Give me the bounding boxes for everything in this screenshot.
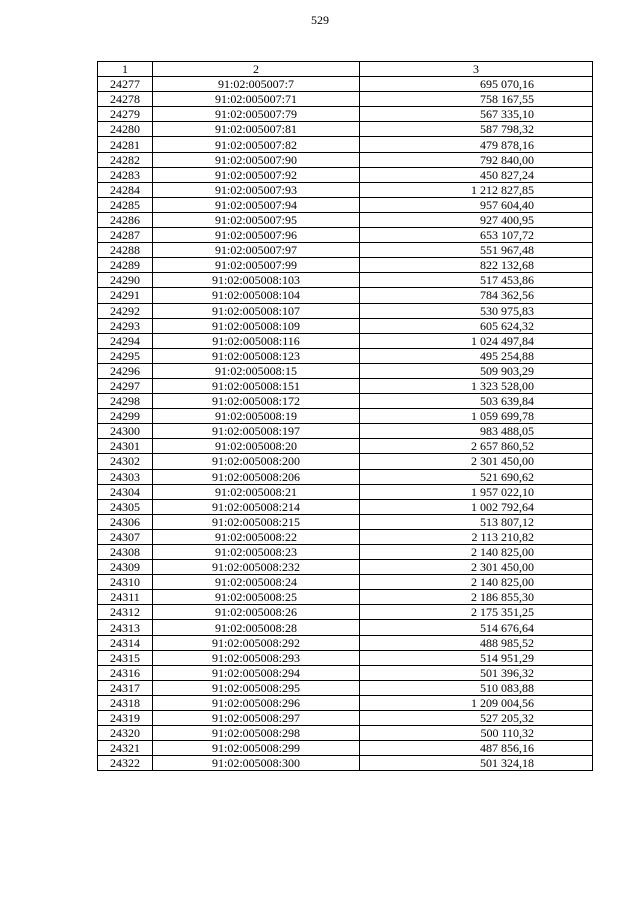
row-number-cell: 24307 <box>98 529 153 544</box>
value-cell: 514 676,64 <box>360 620 593 635</box>
value-cell: 521 690,62 <box>360 469 593 484</box>
cadastral-number-cell: 91:02:005007:94 <box>153 197 360 212</box>
cadastral-number-cell: 91:02:005007:96 <box>153 228 360 243</box>
table-row <box>98 711 593 726</box>
row-number-cell: 24282 <box>98 152 153 167</box>
row-number-cell: 24289 <box>98 258 153 273</box>
value-cell: 927 400,95 <box>360 212 593 227</box>
row-number-cell: 24290 <box>98 273 153 288</box>
value-cell: 2 140 825,00 <box>360 575 593 590</box>
row-number-cell: 24299 <box>98 409 153 424</box>
cadastral-number-cell: 91:02:005008:19 <box>153 409 360 424</box>
table-row <box>98 741 593 756</box>
cadastral-number-cell: 91:02:005008:20 <box>153 439 360 454</box>
cadastral-number-cell: 91:02:005008:296 <box>153 695 360 710</box>
table-row <box>98 228 593 243</box>
row-number-cell: 24310 <box>98 575 153 590</box>
value-cell: 527 205,32 <box>360 711 593 726</box>
cadastral-number-cell: 91:02:005008:116 <box>153 333 360 348</box>
value-cell: 957 604,40 <box>360 197 593 212</box>
value-cell: 758 167,55 <box>360 92 593 107</box>
table-row <box>98 605 593 620</box>
value-cell: 2 301 450,00 <box>360 560 593 575</box>
table-row <box>98 167 593 182</box>
cadastral-number-cell: 91:02:005008:107 <box>153 303 360 318</box>
value-cell: 2 175 351,25 <box>360 605 593 620</box>
table-row <box>98 77 593 92</box>
row-number-cell: 24293 <box>98 318 153 333</box>
value-cell: 1 209 004,56 <box>360 695 593 710</box>
table-row <box>98 756 593 771</box>
row-number-cell: 24301 <box>98 439 153 454</box>
cadastral-number-cell: 91:02:005007:92 <box>153 167 360 182</box>
table-row <box>98 499 593 514</box>
value-cell: 501 396,32 <box>360 665 593 680</box>
table-row <box>98 212 593 227</box>
table-row <box>98 726 593 741</box>
row-number-cell: 24306 <box>98 514 153 529</box>
value-cell: 450 827,24 <box>360 167 593 182</box>
row-number-cell: 24318 <box>98 695 153 710</box>
row-number-cell: 24281 <box>98 137 153 152</box>
value-cell: 517 453,86 <box>360 273 593 288</box>
row-number-cell: 24287 <box>98 228 153 243</box>
value-cell: 530 975,83 <box>360 303 593 318</box>
column-header-cadastral-number: 2 <box>153 62 360 77</box>
table-row <box>98 680 593 695</box>
cadastral-number-cell: 91:02:005008:293 <box>153 650 360 665</box>
row-number-cell: 24313 <box>98 620 153 635</box>
row-number-cell: 24319 <box>98 711 153 726</box>
cadastral-number-cell: 91:02:005008:294 <box>153 665 360 680</box>
row-number-cell: 24294 <box>98 333 153 348</box>
cadastral-number-cell: 91:02:005007:81 <box>153 122 360 137</box>
cadastral-number-cell: 91:02:005007:79 <box>153 107 360 122</box>
cadastral-number-cell: 91:02:005008:298 <box>153 726 360 741</box>
table-row <box>98 107 593 122</box>
cadastral-number-cell: 91:02:005008:215 <box>153 514 360 529</box>
value-cell: 822 132,68 <box>360 258 593 273</box>
table-row <box>98 514 593 529</box>
cadastral-number-cell: 91:02:005007:93 <box>153 182 360 197</box>
table-row <box>98 243 593 258</box>
table-row <box>98 575 593 590</box>
row-number-cell: 24308 <box>98 545 153 560</box>
cadastral-number-cell: 91:02:005008:292 <box>153 635 360 650</box>
table-row <box>98 137 593 152</box>
value-cell: 510 083,88 <box>360 680 593 695</box>
value-cell: 514 951,29 <box>360 650 593 665</box>
row-number-cell: 24321 <box>98 741 153 756</box>
cadastral-number-cell: 91:02:005007:7 <box>153 77 360 92</box>
value-cell: 567 335,10 <box>360 107 593 122</box>
row-number-cell: 24312 <box>98 605 153 620</box>
cadastral-number-cell: 91:02:005008:214 <box>153 499 360 514</box>
value-cell: 605 624,32 <box>360 318 593 333</box>
row-number-cell: 24322 <box>98 756 153 771</box>
table-row <box>98 484 593 499</box>
row-number-cell: 24305 <box>98 499 153 514</box>
row-number-cell: 24283 <box>98 167 153 182</box>
cadastral-number-cell: 91:02:005007:99 <box>153 258 360 273</box>
cadastral-number-cell: 91:02:005008:104 <box>153 288 360 303</box>
table-row <box>98 695 593 710</box>
cadastral-number-cell: 91:02:005008:15 <box>153 363 360 378</box>
value-cell: 983 488,05 <box>360 424 593 439</box>
table-body <box>98 77 593 771</box>
row-number-cell: 24311 <box>98 590 153 605</box>
table-header-row <box>98 62 593 77</box>
cadastral-number-cell: 91:02:005007:95 <box>153 212 360 227</box>
table-row <box>98 454 593 469</box>
table-row <box>98 197 593 212</box>
cadastral-number-cell: 91:02:005008:21 <box>153 484 360 499</box>
value-cell: 487 856,16 <box>360 741 593 756</box>
value-cell: 500 110,32 <box>360 726 593 741</box>
table-row <box>98 318 593 333</box>
value-cell: 479 878,16 <box>360 137 593 152</box>
cadastral-number-cell: 91:02:005008:297 <box>153 711 360 726</box>
cadastral-number-cell: 91:02:005007:82 <box>153 137 360 152</box>
table-row <box>98 665 593 680</box>
row-number-cell: 24280 <box>98 122 153 137</box>
row-number-cell: 24298 <box>98 394 153 409</box>
value-cell: 488 985,52 <box>360 635 593 650</box>
value-cell: 495 254,88 <box>360 348 593 363</box>
value-cell: 653 107,72 <box>360 228 593 243</box>
cadastral-number-cell: 91:02:005008:295 <box>153 680 360 695</box>
cadastral-number-cell: 91:02:005008:109 <box>153 318 360 333</box>
table-row <box>98 258 593 273</box>
table-row <box>98 363 593 378</box>
value-cell: 1 957 022,10 <box>360 484 593 499</box>
value-cell: 503 639,84 <box>360 394 593 409</box>
cadastral-number-cell: 91:02:005008:300 <box>153 756 360 771</box>
row-number-cell: 24315 <box>98 650 153 665</box>
cadastral-number-cell: 91:02:005008:103 <box>153 273 360 288</box>
column-header-number: 1 <box>98 62 153 77</box>
cadastral-number-cell: 91:02:005008:206 <box>153 469 360 484</box>
table-row <box>98 182 593 197</box>
value-cell: 1 024 497,84 <box>360 333 593 348</box>
value-cell: 2 301 450,00 <box>360 454 593 469</box>
cadastral-number-cell: 91:02:005008:23 <box>153 545 360 560</box>
row-number-cell: 24284 <box>98 182 153 197</box>
row-number-cell: 24300 <box>98 424 153 439</box>
value-cell: 695 070,16 <box>360 77 593 92</box>
row-number-cell: 24297 <box>98 378 153 393</box>
row-number-cell: 24279 <box>98 107 153 122</box>
row-number-cell: 24303 <box>98 469 153 484</box>
cadastral-number-cell: 91:02:005008:26 <box>153 605 360 620</box>
row-number-cell: 24320 <box>98 726 153 741</box>
page-number: 529 <box>311 13 329 27</box>
row-number-cell: 24302 <box>98 454 153 469</box>
value-cell: 2 113 210,82 <box>360 529 593 544</box>
cadastral-number-cell: 91:02:005008:197 <box>153 424 360 439</box>
cadastral-number-cell: 91:02:005008:151 <box>153 378 360 393</box>
row-number-cell: 24286 <box>98 212 153 227</box>
table-row <box>98 348 593 363</box>
row-number-cell: 24291 <box>98 288 153 303</box>
value-cell: 1 323 528,00 <box>360 378 593 393</box>
registry-table <box>97 61 593 771</box>
row-number-cell: 24288 <box>98 243 153 258</box>
cadastral-number-cell: 91:02:005008:299 <box>153 741 360 756</box>
table-row <box>98 424 593 439</box>
value-cell: 501 324,18 <box>360 756 593 771</box>
table-row <box>98 635 593 650</box>
cadastral-number-cell: 91:02:005008:28 <box>153 620 360 635</box>
row-number-cell: 24277 <box>98 77 153 92</box>
cadastral-number-cell: 91:02:005008:172 <box>153 394 360 409</box>
table-row <box>98 152 593 167</box>
table-row <box>98 303 593 318</box>
cadastral-number-cell: 91:02:005007:71 <box>153 92 360 107</box>
table-row <box>98 620 593 635</box>
table-row <box>98 409 593 424</box>
cadastral-number-cell: 91:02:005008:123 <box>153 348 360 363</box>
table-row <box>98 590 593 605</box>
row-number-cell: 24292 <box>98 303 153 318</box>
table-row <box>98 650 593 665</box>
row-number-cell: 24304 <box>98 484 153 499</box>
cadastral-number-cell: 91:02:005007:97 <box>153 243 360 258</box>
row-number-cell: 24278 <box>98 92 153 107</box>
value-cell: 513 807,12 <box>360 514 593 529</box>
cadastral-number-cell: 91:02:005008:24 <box>153 575 360 590</box>
value-cell: 1 212 827,85 <box>360 182 593 197</box>
value-cell: 587 798,32 <box>360 122 593 137</box>
value-cell: 784 362,56 <box>360 288 593 303</box>
row-number-cell: 24295 <box>98 348 153 363</box>
row-number-cell: 24296 <box>98 363 153 378</box>
value-cell: 2 140 825,00 <box>360 545 593 560</box>
table-row <box>98 333 593 348</box>
table-row <box>98 378 593 393</box>
row-number-cell: 24317 <box>98 680 153 695</box>
row-number-cell: 24285 <box>98 197 153 212</box>
table-row <box>98 122 593 137</box>
value-cell: 2 186 855,30 <box>360 590 593 605</box>
table-row <box>98 560 593 575</box>
table-row <box>98 394 593 409</box>
table-row <box>98 439 593 454</box>
value-cell: 2 657 860,52 <box>360 439 593 454</box>
value-cell: 1 002 792,64 <box>360 499 593 514</box>
table-row <box>98 545 593 560</box>
value-cell: 509 903,29 <box>360 363 593 378</box>
column-header-value: 3 <box>360 62 593 77</box>
value-cell: 1 059 699,78 <box>360 409 593 424</box>
value-cell: 551 967,48 <box>360 243 593 258</box>
table-row <box>98 92 593 107</box>
cadastral-number-cell: 91:02:005008:25 <box>153 590 360 605</box>
table-row <box>98 529 593 544</box>
cadastral-number-cell: 91:02:005008:22 <box>153 529 360 544</box>
cadastral-number-cell: 91:02:005007:90 <box>153 152 360 167</box>
value-cell: 792 840,00 <box>360 152 593 167</box>
cadastral-number-cell: 91:02:005008:200 <box>153 454 360 469</box>
row-number-cell: 24309 <box>98 560 153 575</box>
row-number-cell: 24316 <box>98 665 153 680</box>
table-row <box>98 288 593 303</box>
row-number-cell: 24314 <box>98 635 153 650</box>
cadastral-number-cell: 91:02:005008:232 <box>153 560 360 575</box>
table-row <box>98 273 593 288</box>
table-row <box>98 469 593 484</box>
